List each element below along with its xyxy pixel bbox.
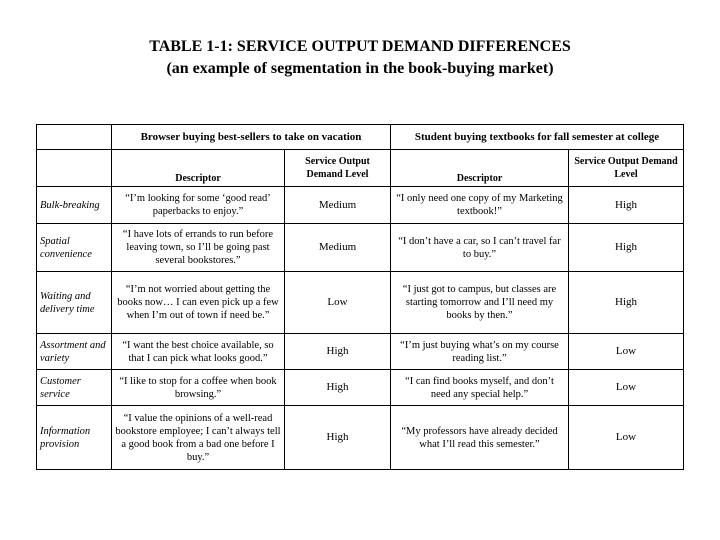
- corner-cell-lower: [37, 150, 112, 187]
- student-level-header: Service Output Demand Level: [569, 150, 684, 187]
- table-row: [37, 370, 684, 406]
- browser-level: High: [285, 406, 391, 470]
- title-line-1: TABLE 1-1: SERVICE OUTPUT DEMAND DIFFERENCES: [149, 38, 571, 55]
- table-row: [37, 187, 684, 224]
- student-level: Low: [569, 406, 684, 470]
- table-row: [37, 224, 684, 272]
- browser-level-header: Service Output Demand Level: [285, 150, 391, 187]
- table-row: [37, 334, 684, 370]
- student-level: High: [569, 224, 684, 272]
- row-label: Spatial convenience: [37, 224, 112, 272]
- browser-descriptor: “I’m looking for some ‘good read’ paperbacks to enjoy.”: [112, 187, 285, 224]
- student-descriptor-header: Descriptor: [391, 150, 569, 187]
- segmentation-table: [36, 124, 684, 470]
- student-level: Low: [569, 370, 684, 406]
- browser-descriptor-header: Descriptor: [112, 150, 285, 187]
- browser-descriptor: “I want the best choice available, so that I can pick what looks good.”: [112, 334, 285, 370]
- browser-level: Medium: [285, 187, 391, 224]
- corner-cell: [37, 125, 112, 150]
- browser-descriptor: “I like to stop for a coffee when book browsing.”: [112, 370, 285, 406]
- student-level: Low: [569, 334, 684, 370]
- student-level: High: [569, 187, 684, 224]
- student-level: High: [569, 272, 684, 334]
- browser-descriptor: “I value the opinions of a well-read bookstore employee; I can’t always tell a good book from a bad one before I buy.”: [112, 406, 285, 470]
- student-descriptor: “I just got to campus, but classes are starting tomorrow and I’ll need my books by then.”: [391, 272, 569, 334]
- browser-descriptor: “I have lots of errands to run before leaving town, so I’ll be going past several bookstores.”: [112, 224, 285, 272]
- browser-level: High: [285, 370, 391, 406]
- browser-level: Medium: [285, 224, 391, 272]
- group-header-row: [37, 125, 684, 150]
- row-label: Bulk-breaking: [37, 187, 112, 224]
- browser-level: High: [285, 334, 391, 370]
- group-header-browser: Browser buying best-sellers to take on vacation: [112, 125, 391, 150]
- table-row: [37, 406, 684, 470]
- table-row: [37, 272, 684, 334]
- sub-header-row: [37, 150, 684, 187]
- student-descriptor: “I only need one copy of my Marketing textbook!”: [391, 187, 569, 224]
- row-label: Waiting and delivery time: [37, 272, 112, 334]
- student-descriptor: “I don’t have a car, so I can’t travel far to buy.”: [391, 224, 569, 272]
- table-title: [0, 36, 720, 80]
- student-descriptor: “My professors have already decided what I’ll read this semester.”: [391, 406, 569, 470]
- group-header-student: Student buying textbooks for fall semester at college: [391, 125, 684, 150]
- row-label: Customer service: [37, 370, 112, 406]
- row-label: Assortment and variety: [37, 334, 112, 370]
- browser-descriptor: “I’m not worried about getting the books now… I can even pick up a few when I’m out of town if need be.”: [112, 272, 285, 334]
- student-descriptor: “I can find books myself, and don’t need any special help.”: [391, 370, 569, 406]
- browser-level: Low: [285, 272, 391, 334]
- title-line-2: (an example of segmentation in the book-buying market): [166, 60, 554, 77]
- row-label: Information provision: [37, 406, 112, 470]
- student-descriptor: “I’m just buying what’s on my course reading list.”: [391, 334, 569, 370]
